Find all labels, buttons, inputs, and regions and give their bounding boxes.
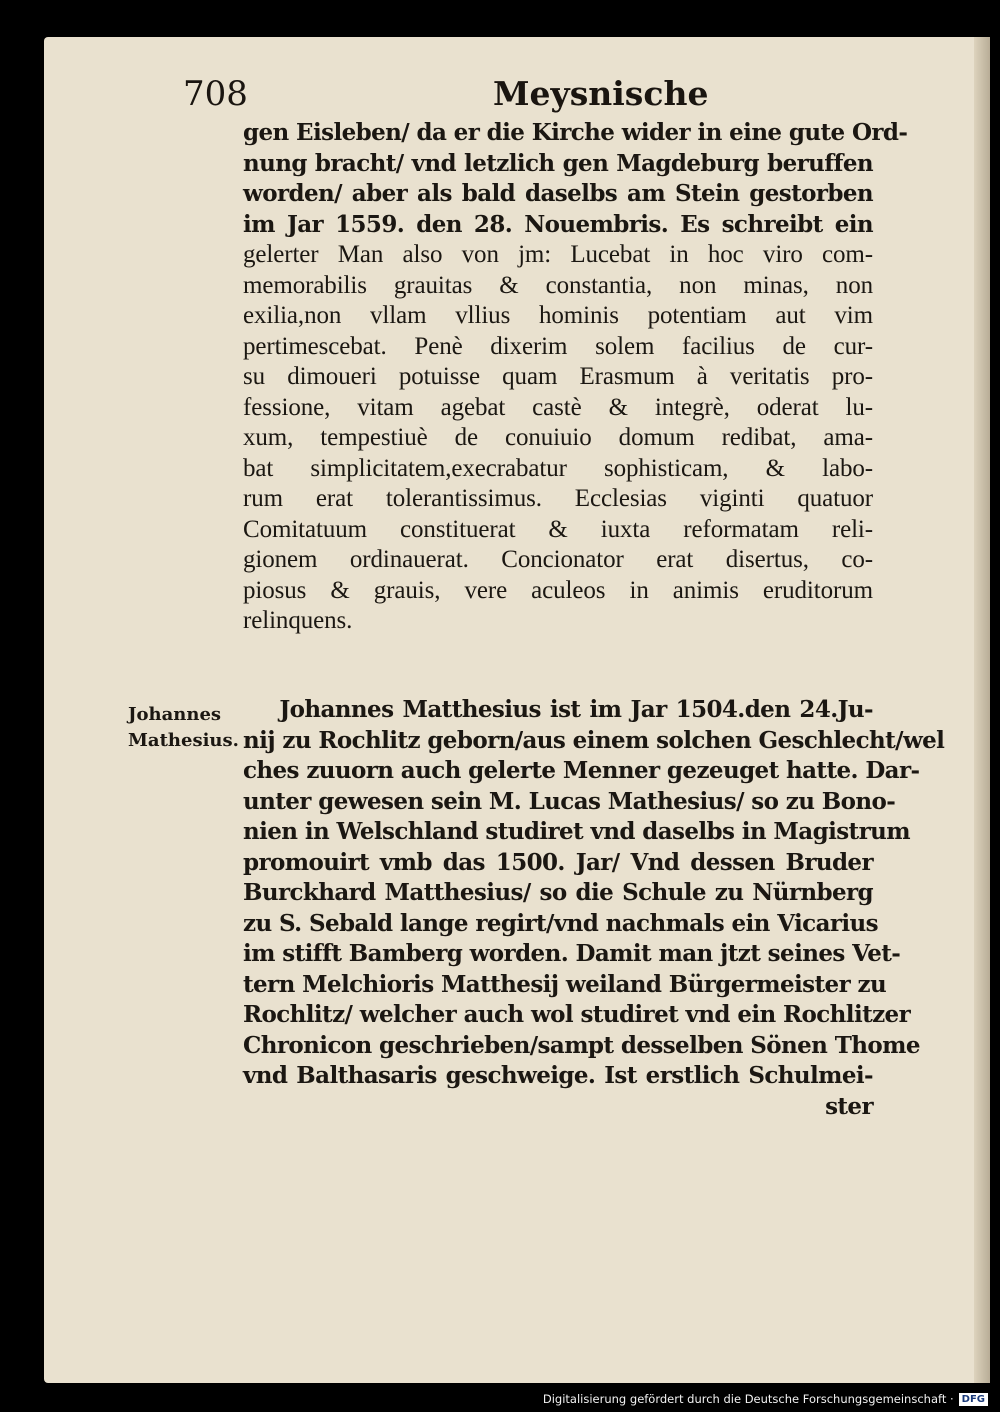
text-line: tern Melchioris Matthesij weiland Bürgermeister zu: [243, 970, 887, 998]
text-line: Comitatuum constituerat & iuxta reformatam reli-: [243, 515, 873, 543]
text-line: gelerter Man also von jm: Lucebat in hoc viro com-: [243, 241, 873, 268]
paragraph-1: [243, 118, 908, 637]
text-line: bat simplicitatem,execrabatur sophisticam, & labo-: [243, 454, 873, 482]
text-line: im Jar 1559. den 28. Nouembris. Es schreibt ein: [243, 210, 873, 238]
text-line: gen Eisleben/ da er die Kirche wider in eine gute Ord-: [243, 119, 908, 146]
text-line: fessione, vitam agebat castè & integrè, oderat lu-: [243, 393, 873, 421]
text-line: zu S. Sebald lange regirt/vnd nachmals ein Vicarius: [243, 909, 879, 937]
text-line: vnd Balthasaris geschweige. Ist erstlich Schulmei-: [243, 1062, 873, 1089]
text-line: piosus & grauis, vere aculeos in animis eruditorum: [243, 576, 873, 604]
text-line: memorabilis grauitas & constantia, non minas, non: [243, 271, 873, 299]
text-line: Burckhard Matthesius/ so die Schule zu Nürnberg: [243, 879, 873, 906]
footer-credit-text: Digitalisierung gefördert durch die Deutsche Forschungsgemeinschaft ·: [542, 1392, 954, 1406]
margin-note-line: Mathesius.: [128, 730, 239, 751]
running-title: Meysnische: [493, 74, 709, 113]
text-line: su dimoueri potuisse quam Erasmum à veritatis pro-: [243, 363, 873, 390]
text-line: nij zu Rochlitz geborn/aus einem solchen Geschlecht/wel: [243, 726, 945, 754]
text-line: xum, tempestiuè de conuiuio domum redibat, ama-: [243, 424, 873, 451]
text-line: rum erat tolerantissimus. Ecclesias viginti quatuor: [243, 485, 873, 512]
footer-credit: [543, 1392, 988, 1406]
dfg-logo-icon: DFG: [959, 1393, 988, 1406]
text-line: gionem ordinauerat. Concionator erat disertus, co-: [243, 546, 873, 573]
text-line: nung bracht/ vnd letzlich gen Magdeburg beruffen: [243, 149, 873, 177]
text-line: worden/ aber als bald daselbs am Stein gestorben: [243, 180, 873, 207]
paragraph-2: [243, 695, 945, 1122]
text-line: Rochlitz/ welcher auch wol studiret vnd ein Rochlitzer: [243, 1001, 911, 1028]
text-line: im stifft Bamberg worden. Damit man jtzt seines Vet-: [243, 940, 901, 967]
text-line: ches zuuorn auch gelerte Menner gezeuget hatte. Dar-: [243, 757, 920, 784]
margin-note-line: Johannes: [128, 704, 222, 725]
text-line: Johannes Matthesius ist im Jar 1504.den 24.Ju-: [243, 696, 873, 723]
margin-note: [128, 702, 243, 754]
text-line: exilia,non vllam vllius hominis potentiam aut vim: [243, 302, 873, 329]
catchword: ster: [825, 1092, 873, 1120]
text-line: promouirt vmb das 1500. Jar/ Vnd dessen Bruder: [243, 848, 873, 876]
text-line: unter gewesen sein M. Lucas Mathesius/ so zu Bono-: [243, 787, 896, 815]
text-line: nien in Welschland studiret vnd daselbs in Magistrum: [243, 818, 910, 845]
text-line: Chronicon geschrieben/sampt desselben Sönen Thome: [243, 1031, 920, 1059]
text-line: relinquens.: [243, 607, 353, 634]
page-number: 708: [183, 74, 248, 114]
text-line: pertimescebat. Penè dixerim solem facilius de cur-: [243, 332, 873, 360]
page-edge: [974, 37, 990, 1383]
